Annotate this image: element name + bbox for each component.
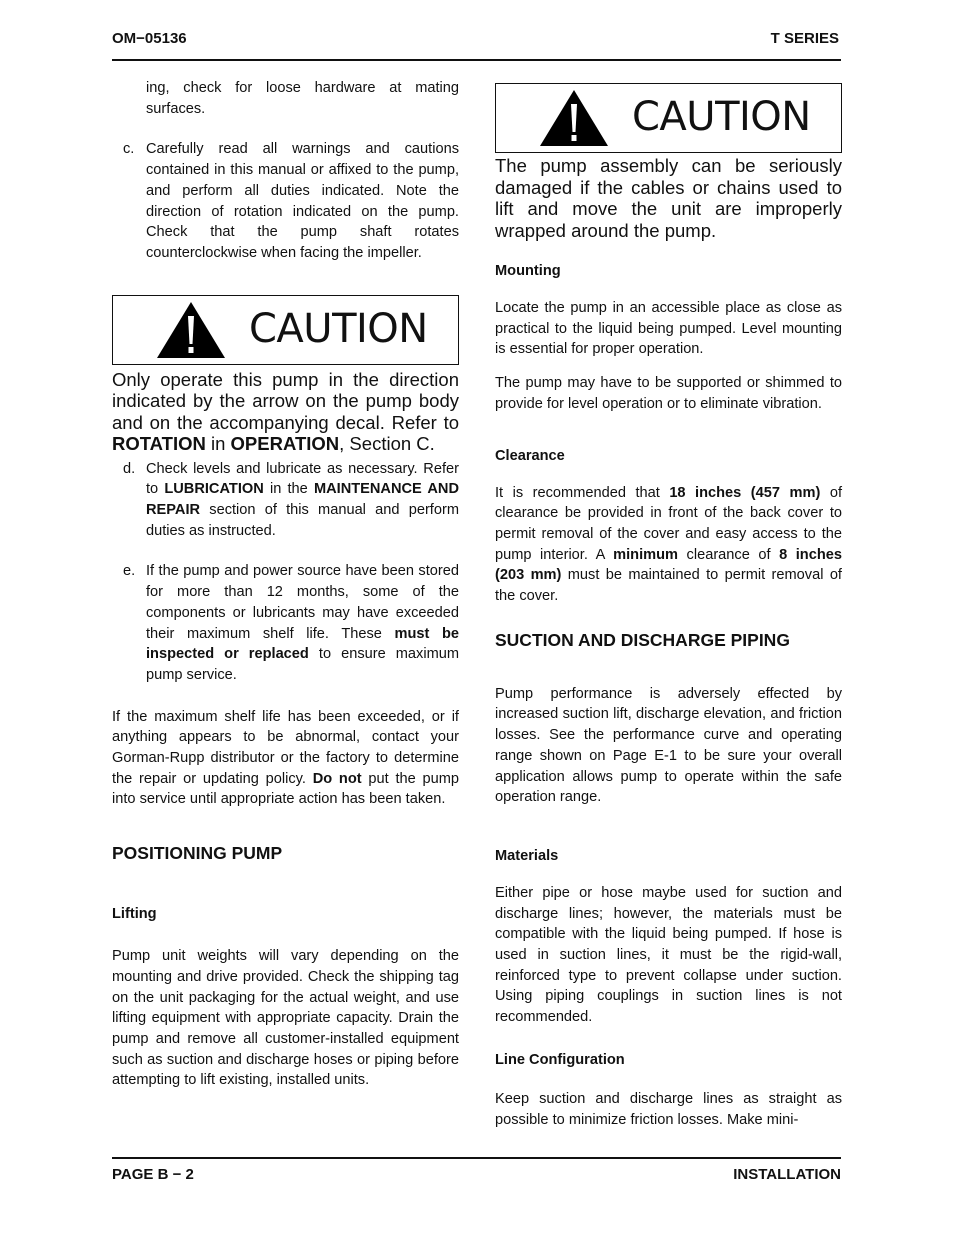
list-text-c: Carefully read all warnings and cautions contained in this manual or affixed to the pump, and perform all duties indicated. Note the direction of rotation indicated on the pump. Check that the pump shaft rotates counterclockwise when facing the impeller. [146, 141, 459, 261]
caution-label: CAUTION [632, 94, 811, 140]
header-rule [112, 59, 841, 61]
list-item-d [112, 459, 459, 542]
caution-banner-1 [112, 295, 459, 365]
line-configuration-heading: Line Configuration [495, 1051, 625, 1068]
line-configuration-paragraph: Keep suction and discharge lines as straight as possible to minimize friction losses. Make mini- [495, 1090, 842, 1128]
lifting-heading: Lifting [112, 906, 157, 923]
right-column [495, 83, 842, 1130]
list-label-c: c. [123, 141, 135, 158]
list-item-c [112, 139, 459, 263]
caution-message-2: The pump assembly can be seriously damaged if the cables or chains used to lift and move the unit are improperly wrapped around the pump. [495, 155, 842, 241]
lifting-paragraph: Pump unit weights will vary depending on the mounting and drive provided. Check the shipping tag on the unit packaging for the actual weight, and use lifting equipment with appropriate capacity. Drain the pump and remove all customer-installed equipment such as suction and discharge hoses or piping before attempting to lift existing, installed units. [112, 948, 459, 1089]
list-text-e: If the pump and power source have been stored for more than 12 months, some of the components or lubricants may have exceeded their maximum shelf life. These must be inspected or replaced to ensure maximum pump service. [146, 563, 460, 683]
left-column [112, 78, 459, 1091]
materials-heading: Materials [495, 847, 559, 864]
mounting-heading: Mounting [495, 263, 561, 279]
caution-message-1: Only operate this pump in the direction indicated by the arrow on the pump body and on the accompanying decal. Refer to ROTATION in OPERATION, Section C. [112, 368, 459, 455]
series-title: T SERIES [770, 30, 839, 47]
list-label-d: d. [123, 460, 136, 477]
clearance-heading: Clearance [495, 447, 565, 464]
list-item-e [112, 561, 459, 685]
mounting-paragraph-1: Locate the pump in an accessible place as close as practical to the liquid being pumped. Level mounting is essential for proper operation. [495, 300, 842, 358]
caution-banner-2 [495, 83, 842, 153]
warning-triangle-icon [155, 300, 227, 360]
section-name: INSTALLATION [733, 1166, 841, 1183]
clearance-paragraph: It is recommended that 18 inches (457 mm) of clearance be provided in front of the back cover to permit removal of the cover and easy access to the pump interior. A minimum clearance of 8 inches (203 mm) must be maintained to permit removal of the cover. [495, 484, 843, 605]
piping-paragraph: Pump performance is adversely effected by increased suction lift, discharge elevation, and friction losses. See the performance curve and operating range shown on Page E-1 to be sure your overall application allows pump to operate within the safe operation range. [495, 685, 842, 806]
list-label-e: e. [123, 563, 136, 580]
page-number: PAGE B − 2 [112, 1166, 194, 1183]
piping-heading: SUCTION AND DISCHARGE PIPING [495, 629, 790, 650]
footer-rule [112, 1157, 841, 1159]
materials-paragraph: Either pipe or hose maybe used for suction and discharge lines; however, the materials must be compatible with the liquid being pumped. If hose is used in suction lines, it must be the rigid-wall, reinforced type to prevent collapse under suction. Using piping couplings in suction lines is not recommended. [495, 884, 842, 1026]
list-text-d: Check levels and lubricate as necessary. Refer to LUBRICATION in the MAINTENANCE AND REPAIR section of this manual and perform duties as instructed. [146, 460, 460, 539]
caution-label: CAUTION [249, 305, 428, 352]
mounting-paragraph-2: The pump may have to be supported or shimmed to provide for level operation or to eliminate vibration. [495, 375, 842, 412]
continued-paragraph: ing, check for loose hardware at mating surfaces. [146, 80, 459, 117]
positioning-heading: POSITIONING PUMP [112, 843, 283, 864]
document-number: OM−05136 [112, 30, 187, 47]
shelf-life-paragraph: If the maximum shelf life has been exceeded, or if anything appears to be abnormal, contact your Gorman-Rupp distributor or the factory to determine the repair or updating policy. Do not put the pump into service until appropriate action has been taken. [112, 708, 460, 808]
warning-triangle-icon [538, 88, 610, 148]
